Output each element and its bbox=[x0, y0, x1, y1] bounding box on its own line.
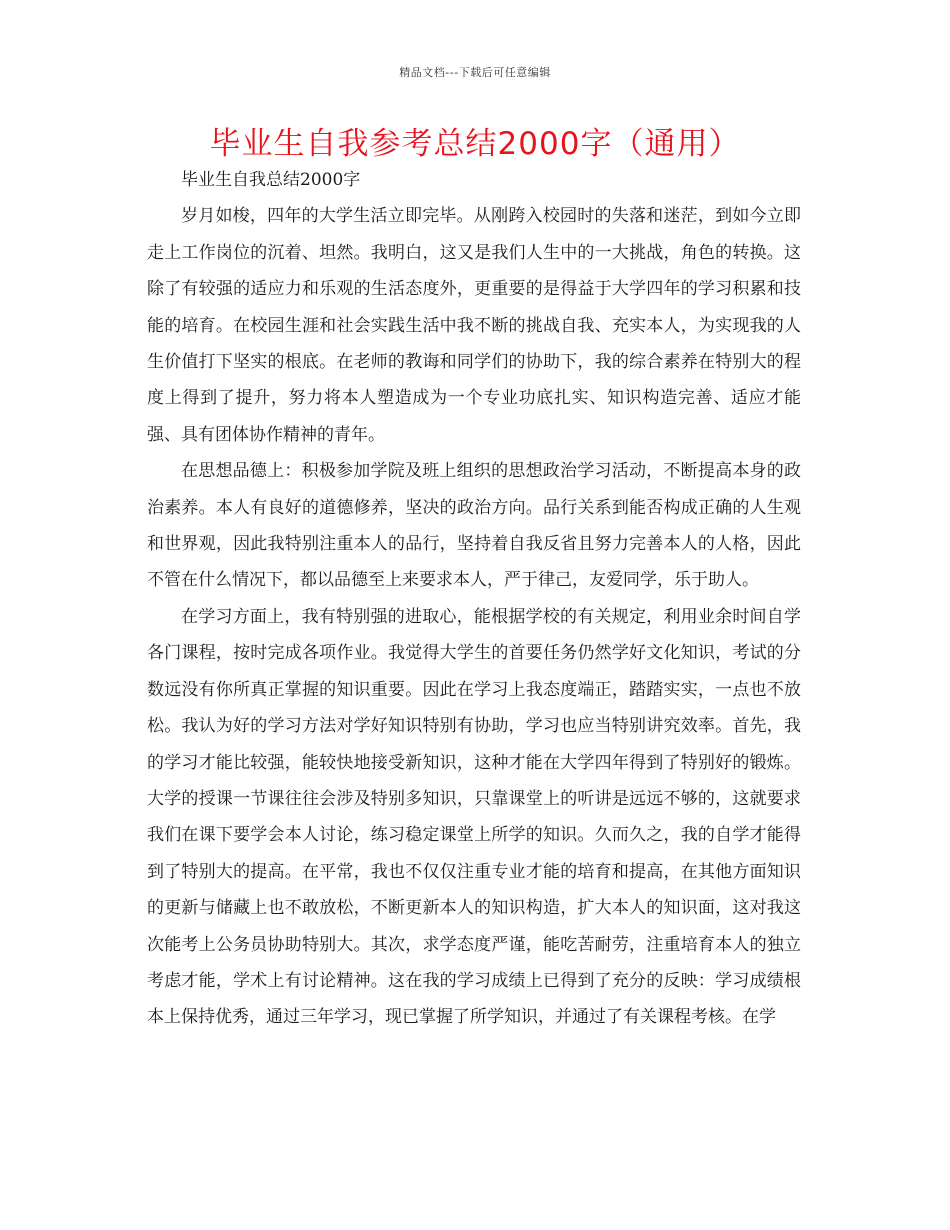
document-title: 毕业生自我参考总结2000字（通用） bbox=[209, 126, 741, 162]
paragraph-ideology: 在思想品德上：积极参加学院及班上组织的思想政治学习活动，不断提高本身的政治素养。本人有良好的道德修养，坚决的政治方向。品行关系到能否构成正确的人生观和世界观，因此我特别注重本人的品行，坚持着自我反省且努力完善本人的人格，因此不管在什么情况下，都以品德至上来要求本人，严于律己，友爱同学，乐于助人。 bbox=[147, 461, 801, 591]
paragraph-study: 在学习方面上，我有特别强的进取心，能根据学校的有关规定，利用业余时间自学各门课程，按时完成各项作业。我觉得大学生的首要任务仍然学好文化知识，考试的分数远没有你所真正掌握的知识重要。因此在学习上我态度端正，踏踏实实，一点也不放松。我认为好的学习方法对学好知识特别有协助，学习也应当特别讲究效率。首先，我的学习才能比较强，能较快地接受新知识，这种才能在大学四年得到了特别好的锻炼。大学的授课一节课往往会涉及特别多知识，只靠课堂上的听讲是远远不够的，这就要求我们在课下要学会本人讨论，练习稳定课堂上所学的知识。久而久之，我的自学才能得到了特别大的提高。在平常，我也不仅仅注重专业才能的培育和提高，在其他方面知识的更新与储藏上也不敢放松，不断更新本人的知识构造，扩大本人的知识面，这对我这次能考上公务员协助特别大。其次，求学态度严谨，能吃苦耐劳，注重培育本人的独立考虑才能，学术上有讨论精神。这在我的学习成绩上已得到了充分的反映：学习成绩根本上保持优秀，通过三年学习，现已掌握了所学知识，并通过了有关课程考核。在学 bbox=[147, 606, 801, 1028]
page-header: 精品文档---下载后可任意编辑 bbox=[399, 66, 551, 79]
document-body bbox=[147, 162, 801, 1036]
document-subtitle: 毕业生自我总结2000字 bbox=[181, 170, 361, 190]
paragraph-intro: 岁月如梭，四年的大学生活立即完毕。从刚跨入校园时的失落和迷茫，到如今立即走上工作岗位的沉着、坦然。我明白，这又是我们人生中的一大挑战，角色的转换。这除了有较强的适应力和乐观的生活态度外，更重要的是得益于大学四年的学习积累和技能的培育。在校园生涯和社会实践生活中我不断的挑战自我、充实本人，为实现我的人生价值打下坚实的根底。在老师的教诲和同学们的协助下，我的综合素养在特别大的程度上得到了提升，努力将本人塑造成为一个专业功底扎实、知识构造完善、适应才能强、具有团体协作精神的青年。 bbox=[147, 206, 801, 445]
